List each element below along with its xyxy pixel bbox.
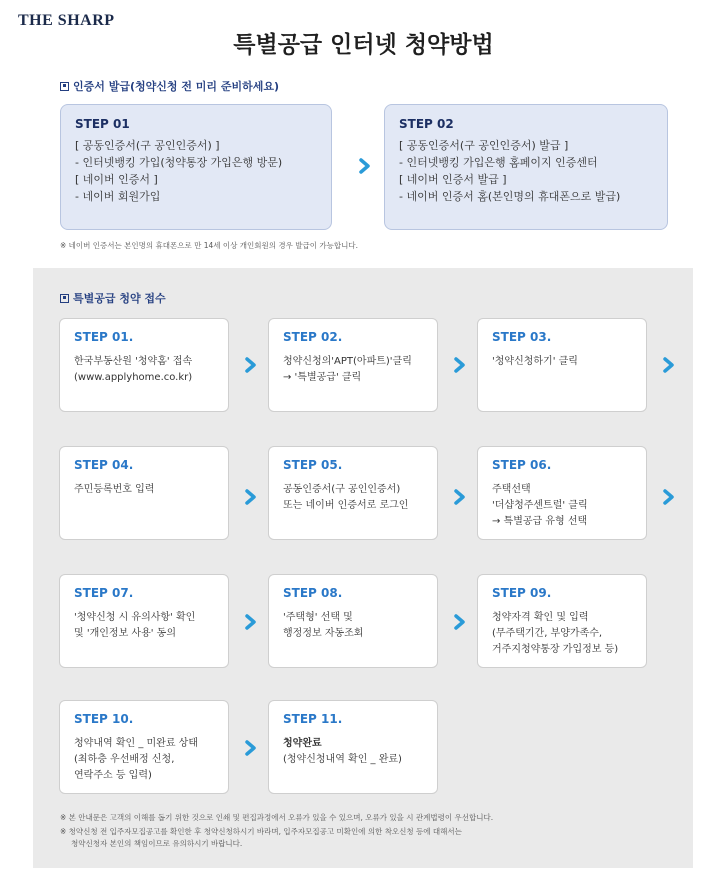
apply-step-06-card <box>477 446 647 540</box>
brand-logo: THE SHARP <box>18 12 115 29</box>
apply-step-title: STEP 05. <box>283 458 343 472</box>
cert-step-02-line: - 인터넷뱅킹 가입은행 홈페이지 인증센터 <box>399 156 598 169</box>
apply-step-line: '주택형' 선택 및 <box>283 612 353 623</box>
square-bullet-icon <box>60 294 69 303</box>
cert-step-02-box <box>384 104 668 230</box>
apply-step-title: STEP 08. <box>283 586 343 600</box>
cert-section-title: 인증서 발급(청약신청 전 미리 준비하세요) <box>73 80 280 93</box>
apply-step-line: 주민등록번호 입력 <box>74 484 155 495</box>
arrow-right-icon <box>451 614 467 630</box>
apply-step-title: STEP 09. <box>492 586 552 600</box>
apply-step-line: 주택선택 <box>492 484 531 495</box>
apply-step-line: (www.applyhome.co.kr) <box>74 372 193 383</box>
apply-step-title: STEP 01. <box>74 330 134 344</box>
cert-step-01-line: - 인터넷뱅킹 가입(청약통장 가입은행 방문) <box>75 156 283 169</box>
apply-step-line: (무주택기간, 부양가족수, <box>492 628 603 639</box>
apply-step-line: 청약신청의'APT(아파트)'클릭 <box>283 356 412 367</box>
arrow-right-icon <box>242 357 258 373</box>
page-title: 특별공급 인터넷 청약방법 <box>233 32 494 58</box>
apply-step-title: STEP 03. <box>492 330 552 344</box>
apply-step-10-card <box>59 700 229 794</box>
cert-section-label <box>60 78 279 94</box>
apply-step-line: 청약완료 <box>283 738 322 749</box>
apply-step-title: STEP 11. <box>283 712 343 726</box>
apply-step-title: STEP 10. <box>74 712 134 726</box>
apply-step-line: → '특별공급' 클릭 <box>283 372 362 383</box>
footer-note: ※ 청약신청 전 입주자모집공고를 확인한 후 청약신청하시기 바라며, 입주자모집공고 미확인에 의한 착오신청 등에 대해서는 <box>60 827 462 836</box>
apply-step-line: (최하층 우선배정 신청, <box>74 754 175 765</box>
arrow-right-icon <box>451 489 467 505</box>
apply-step-line: '청약신청하기' 클릭 <box>492 356 578 367</box>
cert-note: ※ 네이버 인증서는 본인명의 휴대폰으로 만 14세 이상 개인회원의 경우 발급이 가능합니다. <box>60 241 359 250</box>
cert-step-02-line: [ 공동인증서(구 공인인증서) 발급 ] <box>399 139 569 152</box>
arrow-right-icon <box>451 357 467 373</box>
arrow-right-icon <box>242 740 258 756</box>
arrow-right-icon <box>356 158 372 174</box>
apply-step-line: (청약신청내역 확인 _ 완료) <box>283 754 402 765</box>
apply-step-line: 연락주소 등 입력) <box>74 770 152 781</box>
apply-step-line: 공동인증서(구 공인인증서) <box>283 484 401 495</box>
arrow-right-icon <box>242 489 258 505</box>
cert-step-02-title: STEP 02 <box>399 117 454 131</box>
apply-step-04-card <box>59 446 229 540</box>
apply-step-07-card <box>59 574 229 668</box>
apply-step-line: 청약내역 확인 _ 미완료 상태 <box>74 738 198 749</box>
apply-step-03-card <box>477 318 647 412</box>
apply-section-title: 특별공급 청약 접수 <box>73 292 166 305</box>
cert-step-02-line: - 네이버 인증서 홈(본인명의 휴대폰으로 발급) <box>399 190 621 203</box>
apply-step-09-card <box>477 574 647 668</box>
arrow-right-icon <box>242 614 258 630</box>
footer-note: 청약신청자 본인의 책임이므로 유의하시기 바랍니다. <box>71 839 243 848</box>
apply-step-line: → 특별공급 유형 선택 <box>492 516 588 527</box>
apply-step-02-card <box>268 318 438 412</box>
apply-step-line: 청약자격 확인 및 입력 <box>492 612 589 623</box>
cert-step-01-line: - 네이버 회원가입 <box>75 190 161 203</box>
cert-step-01-line: [ 네이버 인증서 ] <box>75 173 158 186</box>
apply-step-11-card <box>268 700 438 794</box>
apply-step-line: '더샵청주센트럴' 클릭 <box>492 500 588 511</box>
apply-step-08-card <box>268 574 438 668</box>
apply-step-line: 거주지청약통장 가입정보 등) <box>492 644 619 655</box>
arrow-right-icon <box>660 489 676 505</box>
apply-step-title: STEP 02. <box>283 330 343 344</box>
cert-step-02-line: [ 네이버 인증서 발급 ] <box>399 173 507 186</box>
apply-step-line: 또는 네이버 인증서로 로그인 <box>283 500 409 511</box>
apply-step-line: 행정정보 자동조회 <box>283 628 364 639</box>
cert-step-01-line: [ 공동인증서(구 공인인증서) ] <box>75 139 220 152</box>
apply-step-line: 한국부동산원 '청약홈' 접속 <box>74 356 193 367</box>
apply-step-title: STEP 07. <box>74 586 134 600</box>
footer-note: ※ 본 안내문은 고객의 이해를 돕기 위한 것으로 인쇄 및 편집과정에서 오류가 있을 수 있으며, 오류가 있을 시 관계법령이 우선합니다. <box>60 813 494 822</box>
square-bullet-icon <box>60 82 69 91</box>
apply-step-line: '청약신청 시 유의사항' 확인 <box>74 612 196 623</box>
apply-step-line: 및 '개인정보 사용' 동의 <box>74 628 176 639</box>
apply-step-01-card <box>59 318 229 412</box>
cert-step-01-title: STEP 01 <box>75 117 130 131</box>
cert-step-01-box <box>60 104 332 230</box>
arrow-right-icon <box>660 357 676 373</box>
apply-step-title: STEP 06. <box>492 458 552 472</box>
apply-section-label <box>60 290 166 306</box>
apply-step-title: STEP 04. <box>74 458 134 472</box>
apply-step-05-card <box>268 446 438 540</box>
